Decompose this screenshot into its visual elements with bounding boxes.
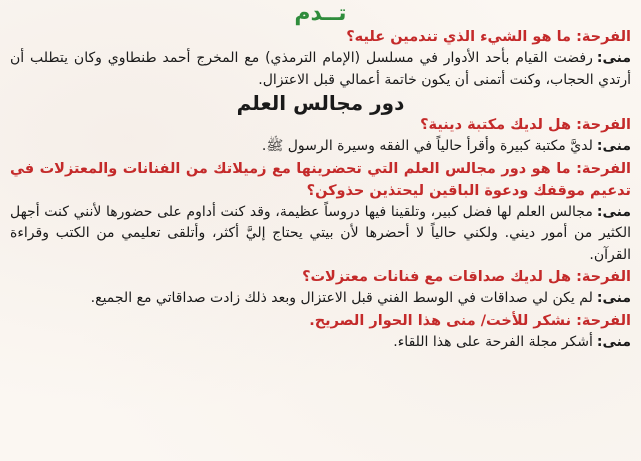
question-text: هل لديك صداقات مع فنانات معتزلات؟ [302, 269, 572, 285]
question-3 [10, 158, 631, 202]
interviewer-label: الفرحة: [576, 269, 631, 285]
speaker-label: منى: [596, 290, 631, 306]
interviewer-label: الفرحة: [576, 160, 631, 177]
speaker-label: منى: [596, 333, 631, 350]
speaker-label: منى: [596, 203, 631, 220]
answer-text: لم يكن لي صداقات في الوسط الفني قبل الاعتزال وبعد ذلك زادت صداقاتي مع الجميع. [90, 290, 593, 306]
question-4 [10, 266, 631, 288]
question-text: نشكر للأخت/ منى هذا الحوار الصريح. [309, 312, 572, 329]
question-1 [10, 26, 631, 48]
interviewer-label: الفرحة: [576, 29, 631, 45]
question-text: هل لديك مكتبة دينية؟ [420, 117, 572, 133]
question-2 [10, 114, 631, 136]
speaker-label: منى: [596, 138, 631, 154]
answer-2 [10, 136, 631, 158]
question-5 [10, 310, 631, 332]
section-heading-science-councils: دور مجالس العلم [236, 91, 405, 115]
interviewer-label: الفرحة: [576, 312, 631, 329]
section-heading-regret: تــدم [294, 1, 347, 26]
answer-text: مجالس العلم لها فضل كبير، وتلقينا فيها دروساً عظيمة، وقد كنت أداوم على حضورها لأنني كنت أجهل الكثير من أمور ديني. ولكني حالياً لا أحضرها لأن بيتي يحتاج إليَّ أكثر، وأتلقى تعليمي من الكتب وقراءة القرآن. [10, 203, 631, 263]
answer-text: أشكر مجلة الفرحة على هذا اللقاء. [393, 333, 593, 350]
question-text: ما هو دور مجالس العلم التي تحضرينها مع زميلاتك من الفنانات والمعتزلات في تدعيم موقفك ودعوة الباقين ليحتذين حذوكن؟ [10, 160, 631, 199]
answer-4 [10, 288, 631, 310]
speaker-label: منى: [596, 50, 631, 66]
answer-text: رفضت القيام بأحد الأدوار في مسلسل (الإمام الترمذي) مع المخرج أحمد طنطاوي وكان يتطلب أن أرتدي الحجاب، وكنت أتمنى أن يكون خاتمة أعمالي قبل الاعتزال. [10, 50, 631, 88]
answer-3 [10, 202, 631, 267]
answer-5 [10, 332, 631, 354]
interviewer-label: الفرحة: [576, 117, 631, 133]
answer-text: لديَّ مكتبة كبيرة وأقرأ حالياً في الفقه وسيرة الرسول ﷺ. [261, 138, 593, 154]
question-text: ما هو الشيء الذي تندمين عليه؟ [346, 29, 572, 45]
answer-1 [10, 48, 631, 91]
